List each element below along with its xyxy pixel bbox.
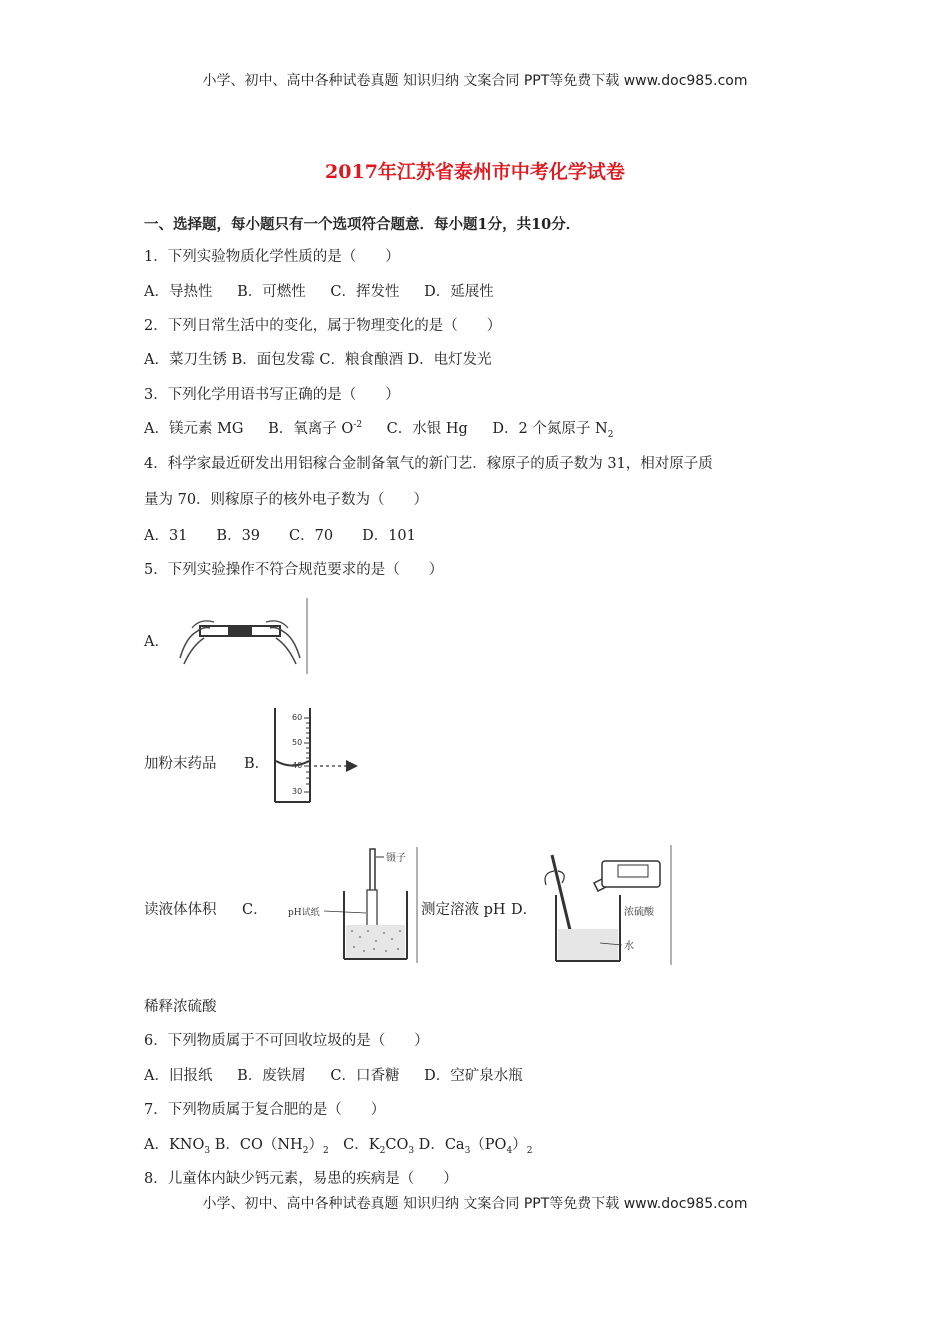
q3-option-b-text: B．氧离子 O	[268, 421, 354, 437]
q6-option-d[interactable]: D．空矿泉水瓶	[424, 1068, 523, 1084]
q3-option-b[interactable]	[268, 417, 362, 438]
q7-b-sub2: 2	[322, 1145, 329, 1156]
q7-d-text: D．Ca	[414, 1137, 465, 1153]
q6-option-c[interactable]: C．口香糖	[330, 1068, 400, 1084]
cylinder-tick-60: 60	[292, 713, 303, 722]
question-2-options: A．菜刀生锈 B．面包发霉 C．粮食酿酒 D．电灯发光	[144, 352, 492, 368]
q7-a-sub: 3	[204, 1145, 211, 1156]
question-5-stem: 5．下列实验操作不符合规范要求的是（ ）	[144, 562, 444, 578]
exam-title: 2017年江苏省泰州市中考化学试卷	[325, 161, 625, 183]
q5-option-b-caption: 读液体体积	[144, 902, 217, 918]
page-footer: 小学、初中、高中各种试卷真题 知识归纳 文案合同 PPT等免费下载 www.doc985.com	[202, 1196, 748, 1212]
conc-acid-label: 浓硫酸	[624, 907, 654, 918]
question-7-stem: 7．下列物质属于复合肥的是（ ）	[144, 1102, 386, 1118]
q7-b-sub: 2	[302, 1145, 309, 1156]
q1-option-b[interactable]: B．可燃性	[237, 284, 306, 300]
q5-option-d-label[interactable]: D．	[511, 902, 538, 918]
question-8-stem: 8．儿童体内缺少钙元素，易患的疾病是（ ）	[144, 1171, 458, 1187]
q6-option-b[interactable]: B．废铁屑	[237, 1068, 306, 1084]
cylinder-tick-30: 30	[292, 787, 303, 796]
question-6-stem: 6．下列物质属于不可回收垃圾的是（ ）	[144, 1033, 429, 1049]
q6-option-a[interactable]: A．旧报纸	[144, 1068, 213, 1084]
question-3-stem: 3．下列化学用语书写正确的是（ ）	[144, 387, 400, 403]
water-label: 水	[624, 941, 634, 952]
q3-option-b-charge: -2	[353, 420, 363, 431]
q5-option-c-caption: 测定溶液 pH	[421, 902, 506, 918]
q5-option-b-label[interactable]: B．	[244, 756, 270, 772]
q1-option-a[interactable]: A．导热性	[144, 284, 213, 300]
q7-option-b[interactable]	[210, 1137, 329, 1156]
question-4-options: A．31 B．39 C．70 D．101	[144, 528, 416, 544]
q3-option-d-text: D．2 个氮原子 N	[492, 421, 608, 437]
question-7-options	[144, 1133, 532, 1156]
q7-c-sub2: 3	[408, 1145, 415, 1156]
ph-paper-label: pH试纸	[288, 908, 320, 918]
q7-c-text: C．K	[328, 1137, 380, 1153]
q5-figure-b-graduated-cylinder	[270, 706, 382, 806]
q7-b-text: B．CO（NH	[210, 1137, 303, 1153]
page-header: 小学、初中、高中各种试卷真题 知识归纳 文案合同 PPT等免费下载 www.doc985.com	[202, 73, 748, 89]
question-6-options	[144, 1064, 543, 1085]
q7-d-sub: 3	[464, 1145, 471, 1156]
q7-option-c[interactable]	[328, 1137, 415, 1156]
section-heading: 一、选择题，每小题只有一个选项符合题意．每小题1分，共10分．	[144, 216, 581, 233]
question-3-options	[144, 417, 633, 440]
q7-option-a[interactable]	[144, 1137, 211, 1156]
q7-d-mid: （PO	[470, 1137, 507, 1153]
q5-option-c-label[interactable]: C．	[242, 902, 268, 918]
q7-d-post: ）	[512, 1137, 527, 1153]
q1-option-d[interactable]: D．延展性	[424, 284, 494, 300]
q3-option-d[interactable]	[492, 417, 613, 440]
q7-c-sub: 2	[379, 1145, 386, 1156]
q7-c-mid: CO	[385, 1137, 409, 1153]
cylinder-tick-50: 50	[292, 738, 303, 747]
question-1-options	[144, 280, 514, 301]
q3-option-a[interactable]: A．镁元素 MG	[144, 421, 244, 437]
q7-b-post: ）	[308, 1137, 323, 1153]
q5-option-a-label[interactable]: A．	[144, 634, 169, 650]
question-4-stem-line1: 4．科学家最近研发出用铝稼合金制备氧气的新门艺．稼原子的质子数为 31，相对原子质	[144, 456, 713, 472]
q1-option-c[interactable]: C．挥发性	[330, 284, 400, 300]
q3-option-d-subscript: 2	[607, 429, 614, 440]
q5-figure-a-hands-tube	[170, 598, 310, 674]
q7-option-d[interactable]	[414, 1137, 533, 1156]
question-4-stem-line2: 量为 70．则稼原子的核外电子数为（ ）	[144, 492, 429, 508]
question-1-stem: 1．下列实验物质化学性质的是（ ）	[144, 249, 400, 265]
q7-a-text: A．KNO	[144, 1137, 205, 1153]
q7-d-sub2: 4	[506, 1145, 513, 1156]
q5-option-d-caption: 稀释浓硫酸	[144, 999, 217, 1015]
q5-figure-d-dilution	[540, 843, 676, 967]
q3-option-c[interactable]: C．水银 Hg	[386, 421, 468, 437]
question-2-stem: 2．下列日常生活中的变化，属于物理变化的是（ ）	[144, 318, 502, 334]
q5-figure-c-ph-test	[272, 845, 420, 965]
cylinder-tick-40: 40	[292, 761, 303, 770]
tweezers-label: 镊子	[386, 853, 406, 864]
q7-d-sub3: 2	[526, 1145, 533, 1156]
q5-option-a-caption: 加粉末药品	[144, 756, 217, 772]
